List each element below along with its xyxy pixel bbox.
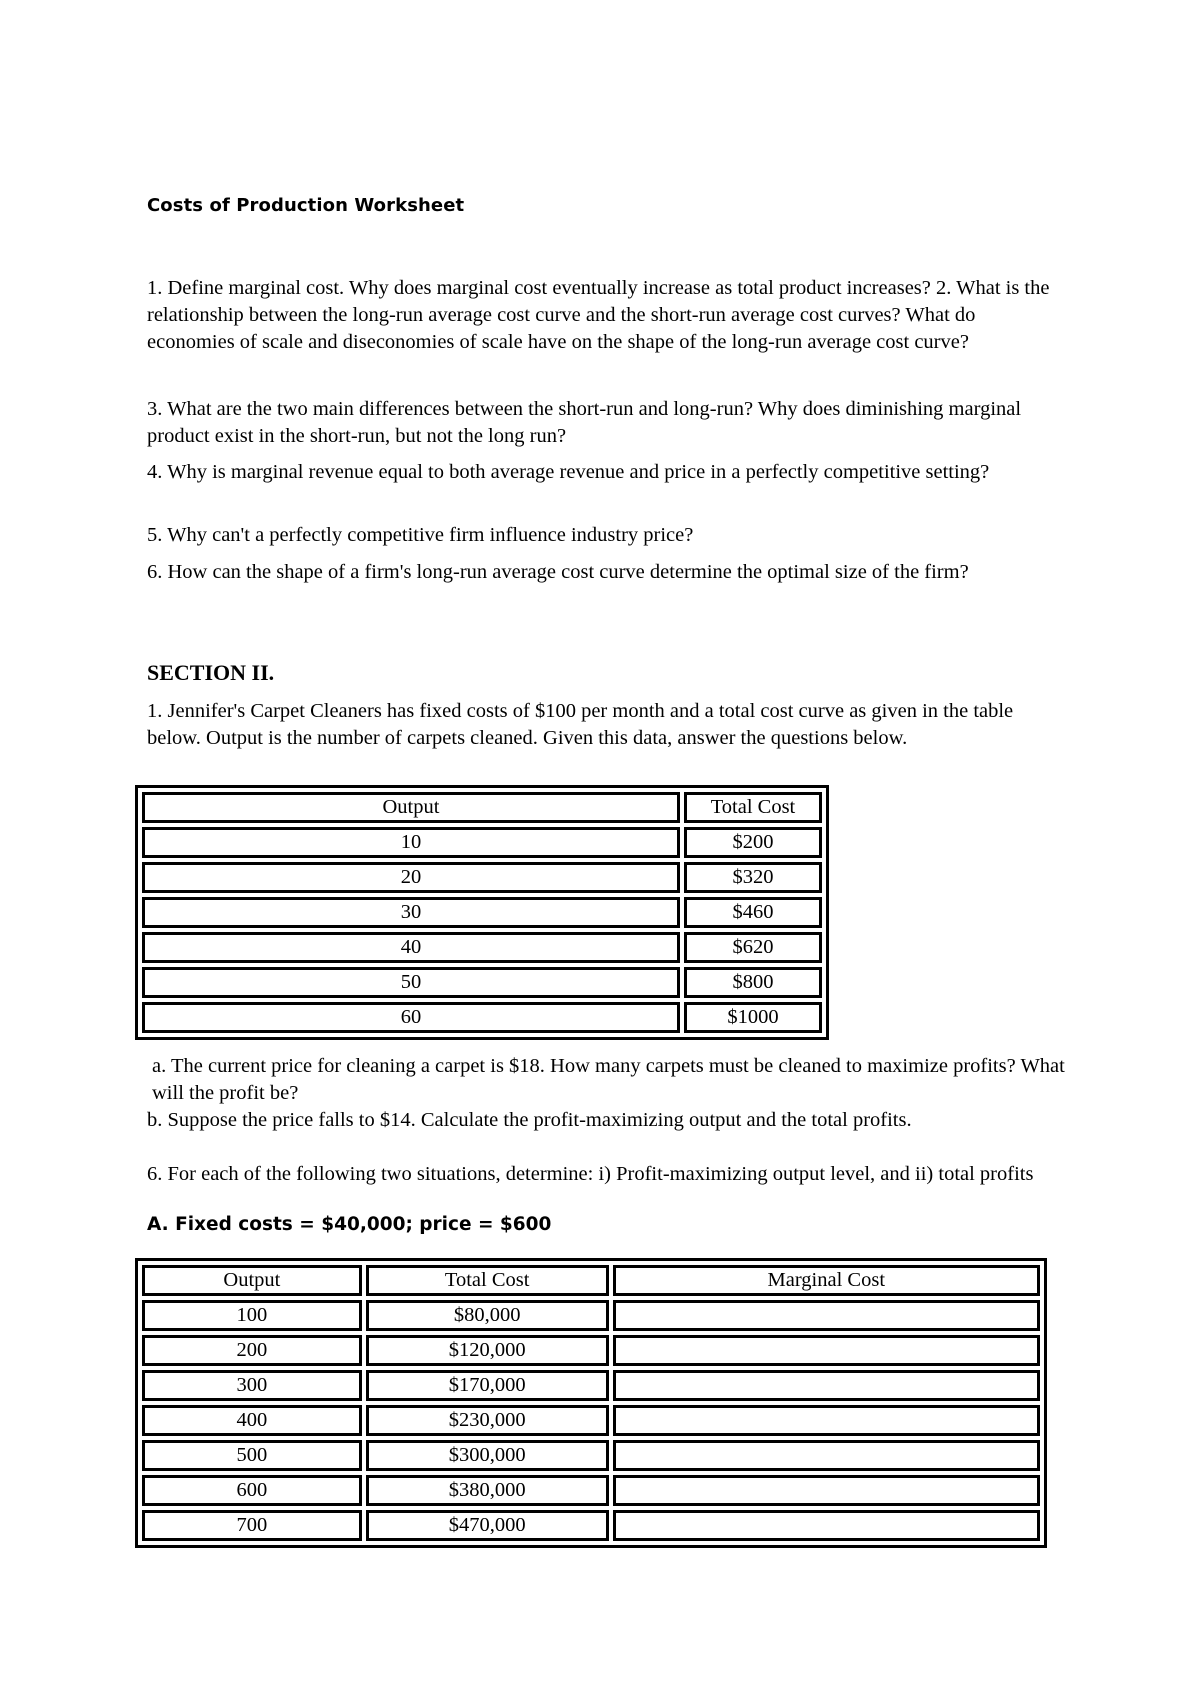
cell-total-cost: $320 — [684, 862, 822, 893]
marginal-cost-table — [135, 1258, 1047, 1548]
question-6-situations: 6. For each of the following two situations, determine: i) Profit-maximizing output level, and ii) total profits — [147, 1163, 1034, 1185]
cell-total-cost: $1000 — [684, 1002, 822, 1033]
table-row — [142, 932, 822, 963]
table-row — [142, 1475, 1040, 1506]
question-5: 5. Why can't a perfectly competitive firm influence industry price? — [147, 524, 694, 546]
cell-output: 200 — [142, 1335, 362, 1366]
table-row — [142, 897, 822, 928]
table-row — [142, 967, 822, 998]
question-3: 3. What are the two main differences between the short-run and long-run? Why does diminishing marginal product exist in the short-run, but not the long run? — [147, 398, 1022, 447]
cell-output: 40 — [142, 932, 680, 963]
table-row — [142, 1335, 1040, 1366]
cell-total-cost: $460 — [684, 897, 822, 928]
table-row — [142, 1405, 1040, 1436]
table-row — [142, 1370, 1040, 1401]
cell-marginal-cost — [613, 1405, 1040, 1436]
cell-total-cost: $170,000 — [366, 1370, 609, 1401]
cell-marginal-cost — [613, 1300, 1040, 1331]
table-header-row — [142, 1265, 1040, 1296]
cell-output: 20 — [142, 862, 680, 893]
cell-output: 30 — [142, 897, 680, 928]
question-a: a. The current price for cleaning a carpet is $18. How many carpets must be cleaned to maximize profits? What will the profit be? — [152, 1055, 1065, 1104]
total-cost-table — [135, 785, 829, 1040]
cell-output: 50 — [142, 967, 680, 998]
header-output: Output — [142, 792, 680, 823]
header-total-cost: Total Cost — [366, 1265, 609, 1296]
cell-marginal-cost — [613, 1440, 1040, 1471]
cell-total-cost: $620 — [684, 932, 822, 963]
worksheet-title: Costs of Production Worksheet — [147, 195, 465, 216]
situation-a-heading: A. Fixed costs = $40,000; price = $600 — [147, 1214, 552, 1235]
cell-output: 300 — [142, 1370, 362, 1401]
cell-output: 10 — [142, 827, 680, 858]
question-6: 6. How can the shape of a firm's long-run average cost curve determine the optimal size of the firm? — [147, 561, 969, 583]
cell-output: 600 — [142, 1475, 362, 1506]
cell-output: 700 — [142, 1510, 362, 1541]
cell-total-cost: $120,000 — [366, 1335, 609, 1366]
cell-total-cost: $200 — [684, 827, 822, 858]
section2-intro: 1. Jennifer's Carpet Cleaners has fixed costs of $100 per month and a total cost curve as given in the table below. Output is the number of carpets cleaned. Given this data, answer the questions below. — [147, 700, 1014, 749]
cell-total-cost: $470,000 — [366, 1510, 609, 1541]
table-row — [142, 827, 822, 858]
header-output: Output — [142, 1265, 362, 1296]
table-row — [142, 1510, 1040, 1541]
header-marginal-cost: Marginal Cost — [613, 1265, 1040, 1296]
table-row — [142, 1440, 1040, 1471]
cell-marginal-cost — [613, 1510, 1040, 1541]
cell-total-cost: $230,000 — [366, 1405, 609, 1436]
cell-marginal-cost — [613, 1475, 1040, 1506]
cell-output: 60 — [142, 1002, 680, 1033]
header-total-cost: Total Cost — [684, 792, 822, 823]
cell-marginal-cost — [613, 1335, 1040, 1366]
cell-output: 500 — [142, 1440, 362, 1471]
question-1-2: 1. Define marginal cost. Why does marginal cost eventually increase as total product increases? 2. What is the relationship between the long-run average cost curve and the short-run average cost curves? What do economies of scale and diseconomies of scale have on the shape of the long-run average cost curve? — [147, 277, 1050, 353]
cell-total-cost: $800 — [684, 967, 822, 998]
table-row — [142, 1300, 1040, 1331]
cell-output: 400 — [142, 1405, 362, 1436]
table-header-row — [142, 792, 822, 823]
section-heading: SECTION II. — [147, 660, 275, 685]
cell-total-cost: $300,000 — [366, 1440, 609, 1471]
cell-marginal-cost — [613, 1370, 1040, 1401]
table-row — [142, 1002, 822, 1033]
cell-output: 100 — [142, 1300, 362, 1331]
cell-total-cost: $80,000 — [366, 1300, 609, 1331]
cell-total-cost: $380,000 — [366, 1475, 609, 1506]
table-row — [142, 862, 822, 893]
question-4: 4. Why is marginal revenue equal to both average revenue and price in a perfectly competitive setting? — [147, 461, 990, 483]
question-b: b. Suppose the price falls to $14. Calculate the profit-maximizing output and the total profits. — [147, 1109, 912, 1131]
